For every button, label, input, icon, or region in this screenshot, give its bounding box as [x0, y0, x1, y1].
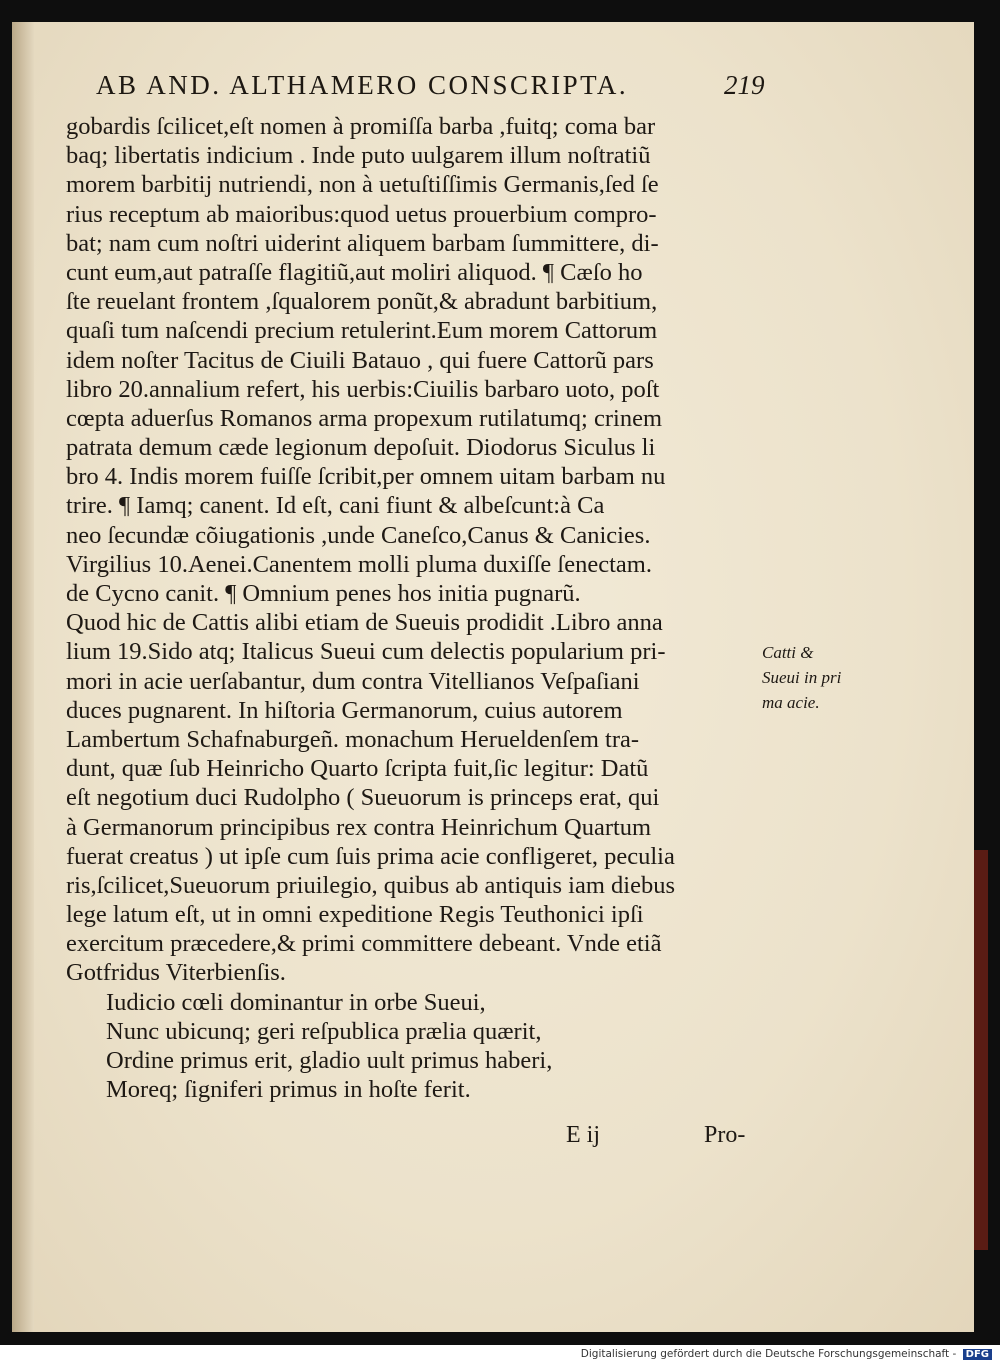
text-line: gobardis ſcilicet,eſt nomen à promiſſa barba ,fuitq; coma bar [66, 113, 656, 140]
marginal-note-line: ma acie. [762, 693, 820, 712]
text-line: dunt, quæ ſub Heinricho Quarto ſcripta fuit,ſic legitur: Datũ [66, 755, 649, 783]
page-gutter-shadow [12, 22, 34, 1332]
text-line: baq; libertatis indicium . Inde puto uulgarem illum noſtratiũ [66, 142, 651, 170]
verse-line: Ordine primus erit, gladio uult primus haberi, [106, 1047, 553, 1074]
text-line: ris,ſcilicet,Sueuorum priuilegio, quibus ab antiquis iam diebus [66, 871, 676, 899]
marginal-note-line: Sueui in pri [762, 668, 842, 687]
page-footer [96, 1122, 776, 1156]
dfg-logo: DFG [963, 1349, 992, 1360]
text-line: Gotfridus Viterbienſis. [66, 959, 286, 987]
signature-mark: E ij [566, 1122, 600, 1148]
digitization-credit [560, 1348, 992, 1364]
running-header [96, 70, 796, 110]
text-line: neo ſecundæ cõiugationis ,unde Caneſco,Canus & Canicies. [66, 521, 651, 549]
text-line: patrata demum cæde legionum depoſuit. Diodorus Siculus li [66, 434, 656, 462]
marginal-note-line: Catti & [762, 643, 814, 662]
text-line: eſt negotium duci Rudolpho ( Sueuorum is princeps erat, qui [66, 784, 660, 812]
text-line: Lambertum Schafnaburgeñ. monachum Herueldenſem tra- [66, 725, 640, 753]
catchword: Pro- [704, 1122, 746, 1148]
verse-line: Iudicio cœli dominantur in orbe Sueui, [106, 988, 486, 1016]
text-line: rius receptum ab maioribus:quod uetus prouerbium compro- [66, 200, 657, 228]
text-line: lium 19.Sido atq; Italicus Sueui cum delectis popularium pri- [66, 638, 666, 666]
text-line: bro 4. Indis morem fuiſſe ſcribit,per omnem uitam barbam nu [66, 463, 666, 491]
text-line: cunt eum,aut patraſſe flagitiũ,aut moliri aliquod. ¶ Cæſo ho [66, 258, 643, 286]
text-line: Quod hic de Cattis alibi etiam de Sueuis prodidit .Libro anna [66, 609, 663, 637]
text-line: libro 20.annalium refert, his uerbis:Ciuilis barbaro uoto, poſt [66, 375, 660, 403]
text-line: quaſi tum naſcendi precium retulerint.Eum morem Cattorum [66, 317, 658, 345]
text-line: bat; nam cum noſtri uiderint aliquem barbam ſummittere, di- [66, 229, 659, 257]
text-line: Virgilius 10.Aenei.Canentem molli pluma duxiſſe ſenectam. [66, 550, 652, 578]
main-text-block [66, 112, 766, 1104]
text-line: trire. ¶ Iamq; canent. Id eſt, cani fiunt & albeſcunt:à Ca [66, 492, 605, 520]
verse-line: Moreq; ſigniferi primus in hoſte ferit. [106, 1076, 471, 1104]
text-line: duces pugnarent. In hiſtoria Germanorum, cuius autorem [66, 696, 623, 724]
text-line: ſte reuelant frontem ,ſqualorem ponũt,& abradunt barbitium, [66, 288, 658, 316]
running-title: AB AND. ALTHAMERO CONSCRIPTA. [96, 70, 629, 100]
bookmark-ribbon [974, 850, 988, 1250]
text-line: mori in acie uerſabantur, dum contra Vitellianos Veſpaſiani [66, 667, 640, 695]
text-line: cœpta aduerſus Romanos arma propexum rutilatumq; crinem [66, 404, 663, 432]
text-line: à Germanorum principibus rex contra Heinrichum Quartum [66, 813, 652, 841]
text-line: exercitum præcedere,& primi committere debeant. Vnde etiã [66, 930, 662, 958]
text-line: de Cycno canit. ¶ Omnium penes hos initia pugnarũ. [66, 580, 581, 607]
text-line: fuerat creatus ) ut ipſe cum ſuis prima acie confligeret, peculia [66, 842, 675, 870]
marginal-note [762, 640, 852, 715]
page-number: 219 [724, 70, 765, 100]
text-line: lege latum eſt, ut in omni expeditione Regis Teuthonici ipſi [66, 901, 644, 929]
text-line: morem barbitij nutriendi, non à uetuſtiſſimis Germanis,ſed ſe [66, 171, 659, 199]
credit-text: Digitalisierung gefördert durch die Deutsche Forschungsgemeinschaft - [580, 1348, 957, 1360]
text-line: idem noſter Tacitus de Ciuili Batauo , qui fuere Cattorũ pars [66, 346, 654, 374]
verse-line: Nunc ubicunq; geri reſpublica prælia quærit, [106, 1017, 542, 1045]
